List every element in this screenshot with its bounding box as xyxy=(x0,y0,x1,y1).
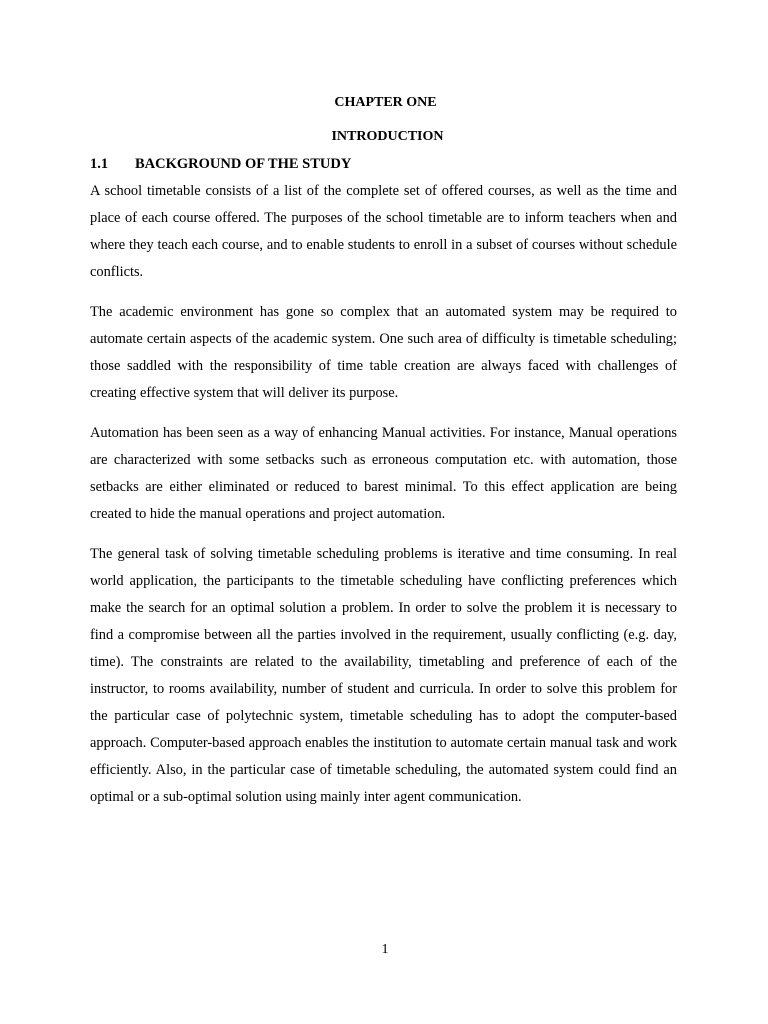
page-number: 1 xyxy=(381,942,389,957)
chapter-title: CHAPTER ONE xyxy=(334,95,437,110)
paragraph-3: Automation has been seen as a way of enhancing Manual activities. For instance, Manual operations are characterized with some setbacks such as erroneous computation etc. with automation, those setbacks are either eliminated or reduced to barest minimal. To this effect application are being created to hide the manual operations and project automation. xyxy=(90,425,677,522)
subsection-number: 1.1 xyxy=(90,156,109,172)
subsection-heading xyxy=(90,155,351,173)
paragraph-2: The academic environment has gone so complex that an automated system may be required to automate certain aspects of the academic system. One such area of difficulty is timetable scheduling; those saddled with the responsibility of time table creation are always faced with challenges of creating effective system that will deliver its purpose. xyxy=(90,304,677,401)
paragraph-1: A school timetable consists of a list of the complete set of offered courses, as well as the time and place of each course offered. The purposes of the school timetable are to inform teachers when and where they teach each course, and to enable students to enroll in a subset of courses without schedule conflicts. xyxy=(90,183,677,280)
section-title: INTRODUCTION xyxy=(331,129,444,144)
paragraph-4: The general task of solving timetable scheduling problems is iterative and time consuming. In real world application, the participants to the timetable scheduling have conflicting preferences which make the search for an optimal solution a problem. In order to solve the problem it is necessary to find a compromise between all the parties involved in the requirement, usually conflicting (e.g. day, time). The constraints are related to the availability, timetabling and preference of each of the instructor, to rooms availability, number of student and curricula. In order to solve this problem for the particular case of polytechnic system, timetable scheduling has to adopt the computer-based approach. Computer-based approach enables the institution to automate certain manual task and work efficiently. Also, in the particular case of timetable scheduling, the automated system could find an optimal or a sub-optimal solution using mainly inter agent communication. xyxy=(90,546,677,805)
body-text xyxy=(90,178,677,824)
subsection-title: BACKGROUND OF THE STUDY xyxy=(135,156,352,172)
